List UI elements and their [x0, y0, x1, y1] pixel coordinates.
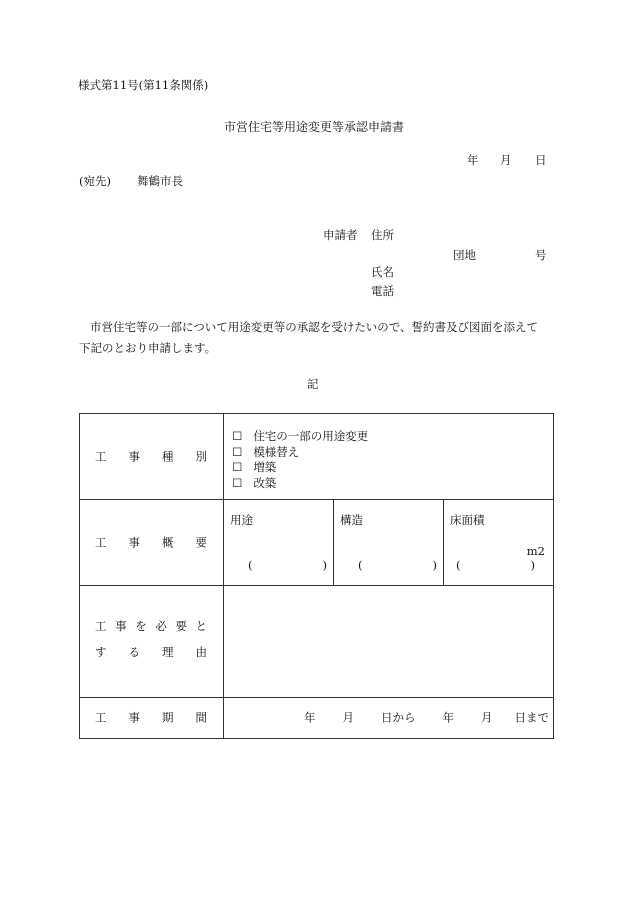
period-start-day: 日から [381, 710, 416, 725]
option-remodel[interactable] [232, 445, 553, 461]
reason-input-cell[interactable] [224, 586, 554, 698]
checkbox-icon[interactable]: ☐ [232, 475, 243, 490]
period-row [80, 698, 554, 739]
form-number: 様式第11号(第11条関係) [78, 78, 209, 92]
period-end-day: 日まで [514, 710, 549, 725]
option-label: 模様替え [253, 444, 300, 459]
floor-area-column[interactable] [444, 500, 553, 585]
reason-label-line1: 工 事 を 必 要 と [95, 619, 207, 633]
usage-column[interactable] [224, 500, 334, 585]
period-label: 工 事 期 間 [95, 710, 207, 725]
complex-label: 団地 [453, 248, 476, 262]
ki-heading: 記 [307, 377, 319, 391]
work-type-row [80, 414, 554, 500]
usage-label: 用途 [230, 513, 253, 527]
option-use-change[interactable] [232, 429, 553, 445]
overview-columns [224, 500, 553, 585]
floor-area-unit: m2 [526, 544, 545, 558]
work-overview-cell [224, 500, 554, 586]
checkbox-icon[interactable]: ☐ [232, 444, 243, 459]
checkbox-icon[interactable]: ☐ [232, 429, 243, 443]
structure-label: 構造 [340, 513, 363, 527]
addressee-label: (宛先) [79, 174, 111, 188]
period-fields [304, 712, 549, 724]
reason-label [95, 621, 207, 658]
period-label-cell [80, 698, 224, 739]
floor-area-paren-open: ( [456, 558, 461, 572]
phone-label: 電話 [371, 284, 394, 298]
option-extension[interactable] [232, 460, 553, 476]
name-label: 氏名 [371, 265, 394, 279]
applicant-role-label: 申請者 [323, 228, 358, 242]
reason-row [80, 586, 554, 698]
period-input-cell[interactable] [224, 698, 554, 739]
date-year-label: 年 [467, 153, 479, 167]
reason-label-line2: す る 理 由 [95, 644, 207, 659]
address-label: 住所 [371, 228, 394, 242]
date-month-label: 月 [500, 153, 512, 167]
date-day-label: 日 [535, 153, 547, 167]
period-end-month: 月 [481, 710, 493, 725]
body-text-line1: 市営住宅等の一部について用途変更等の承認を受けたいので、誓約書及び図面を添えて [90, 320, 539, 334]
option-label: 改築 [253, 475, 277, 490]
body-text-line2: 下記のとおり申請します。 [79, 341, 217, 355]
structure-column[interactable] [334, 500, 444, 585]
option-label: 増築 [253, 460, 277, 474]
addressee-name: 舞鶴市長 [137, 174, 183, 188]
floor-area-paren-close: ) [530, 558, 535, 572]
period-start-year: 年 [304, 710, 316, 725]
work-overview-row [80, 500, 554, 586]
reason-label-cell [80, 586, 224, 698]
number-label: 号 [535, 248, 547, 262]
floor-area-label: 床面積 [450, 513, 485, 527]
work-overview-label: 工 事 概 要 [95, 534, 207, 549]
period-start-month: 月 [342, 710, 354, 725]
structure-paren-close: ) [432, 558, 437, 572]
usage-paren-close: ) [322, 558, 327, 572]
work-type-label-cell [80, 414, 224, 500]
usage-paren-open: ( [248, 558, 253, 572]
work-type-checklist [224, 414, 553, 491]
checkbox-icon[interactable]: ☐ [232, 460, 243, 474]
structure-paren-open: ( [358, 558, 363, 572]
work-type-label: 工 事 種 別 [95, 448, 207, 463]
work-overview-label-cell [80, 500, 224, 586]
period-end-year: 年 [442, 710, 454, 725]
option-label: 住宅の一部の用途変更 [253, 429, 369, 443]
application-table [79, 413, 554, 739]
form-title: 市営住宅等用途変更等承認申請書 [224, 120, 405, 134]
work-type-options-cell [224, 414, 554, 500]
option-rebuild[interactable] [232, 476, 553, 492]
